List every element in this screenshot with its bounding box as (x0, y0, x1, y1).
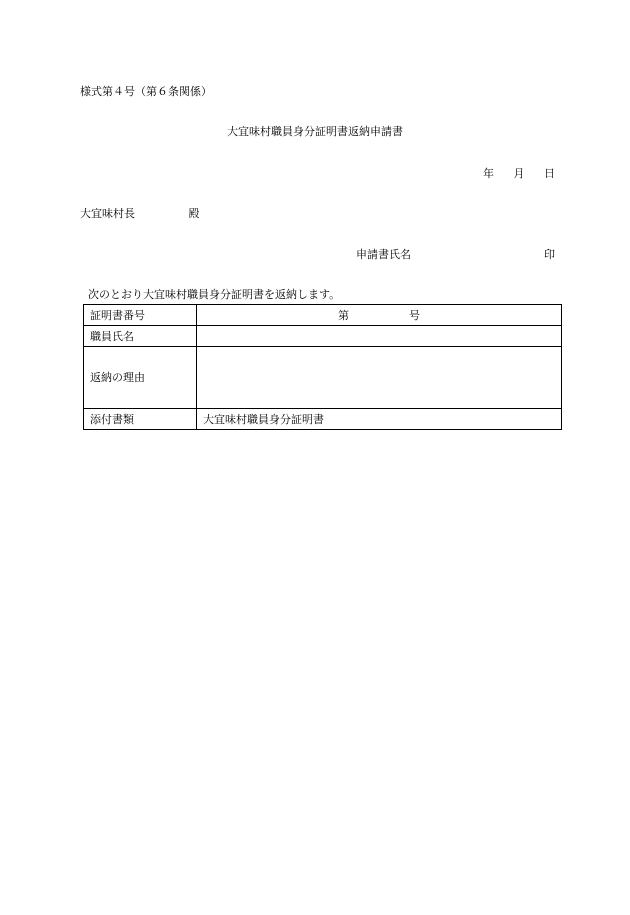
cert-number-field[interactable] (197, 305, 562, 326)
document-title: 大宜味村職員身分証明書返納申請書 (227, 125, 403, 138)
date-month-label: 月 (513, 167, 525, 180)
cert-number-suffix: 号 (409, 308, 420, 322)
date-year-label: 年 (483, 167, 494, 180)
intro-statement: 次のとおり大宜味村職員身分証明書を返納します。 (88, 288, 341, 301)
cert-number-prefix: 第 (338, 308, 349, 322)
date-line (467, 168, 555, 179)
return-form-table (83, 304, 562, 430)
table-row (84, 409, 562, 430)
seal-mark: 印 (544, 248, 555, 261)
date-day-label: 日 (544, 167, 555, 180)
staff-name-label: 職員氏名 (84, 326, 197, 347)
attachment-value: 大宜味村職員身分証明書 (197, 409, 562, 430)
table-row (84, 326, 562, 347)
reason-label: 返納の理由 (84, 347, 197, 409)
attachment-label: 添付書類 (84, 409, 197, 430)
table-row (84, 305, 562, 326)
form-number: 様式第４号（第６条関係） (80, 85, 212, 98)
staff-name-field[interactable] (197, 326, 562, 347)
addressee-honorific: 殿 (188, 207, 200, 220)
addressee (80, 208, 200, 219)
applicant-name-label: 申請書氏名 (356, 248, 411, 261)
addressee-name: 大宜味村長 (80, 207, 135, 220)
reason-field[interactable] (197, 347, 562, 409)
table-row (84, 347, 562, 409)
cert-number-label: 証明書番号 (84, 305, 197, 326)
